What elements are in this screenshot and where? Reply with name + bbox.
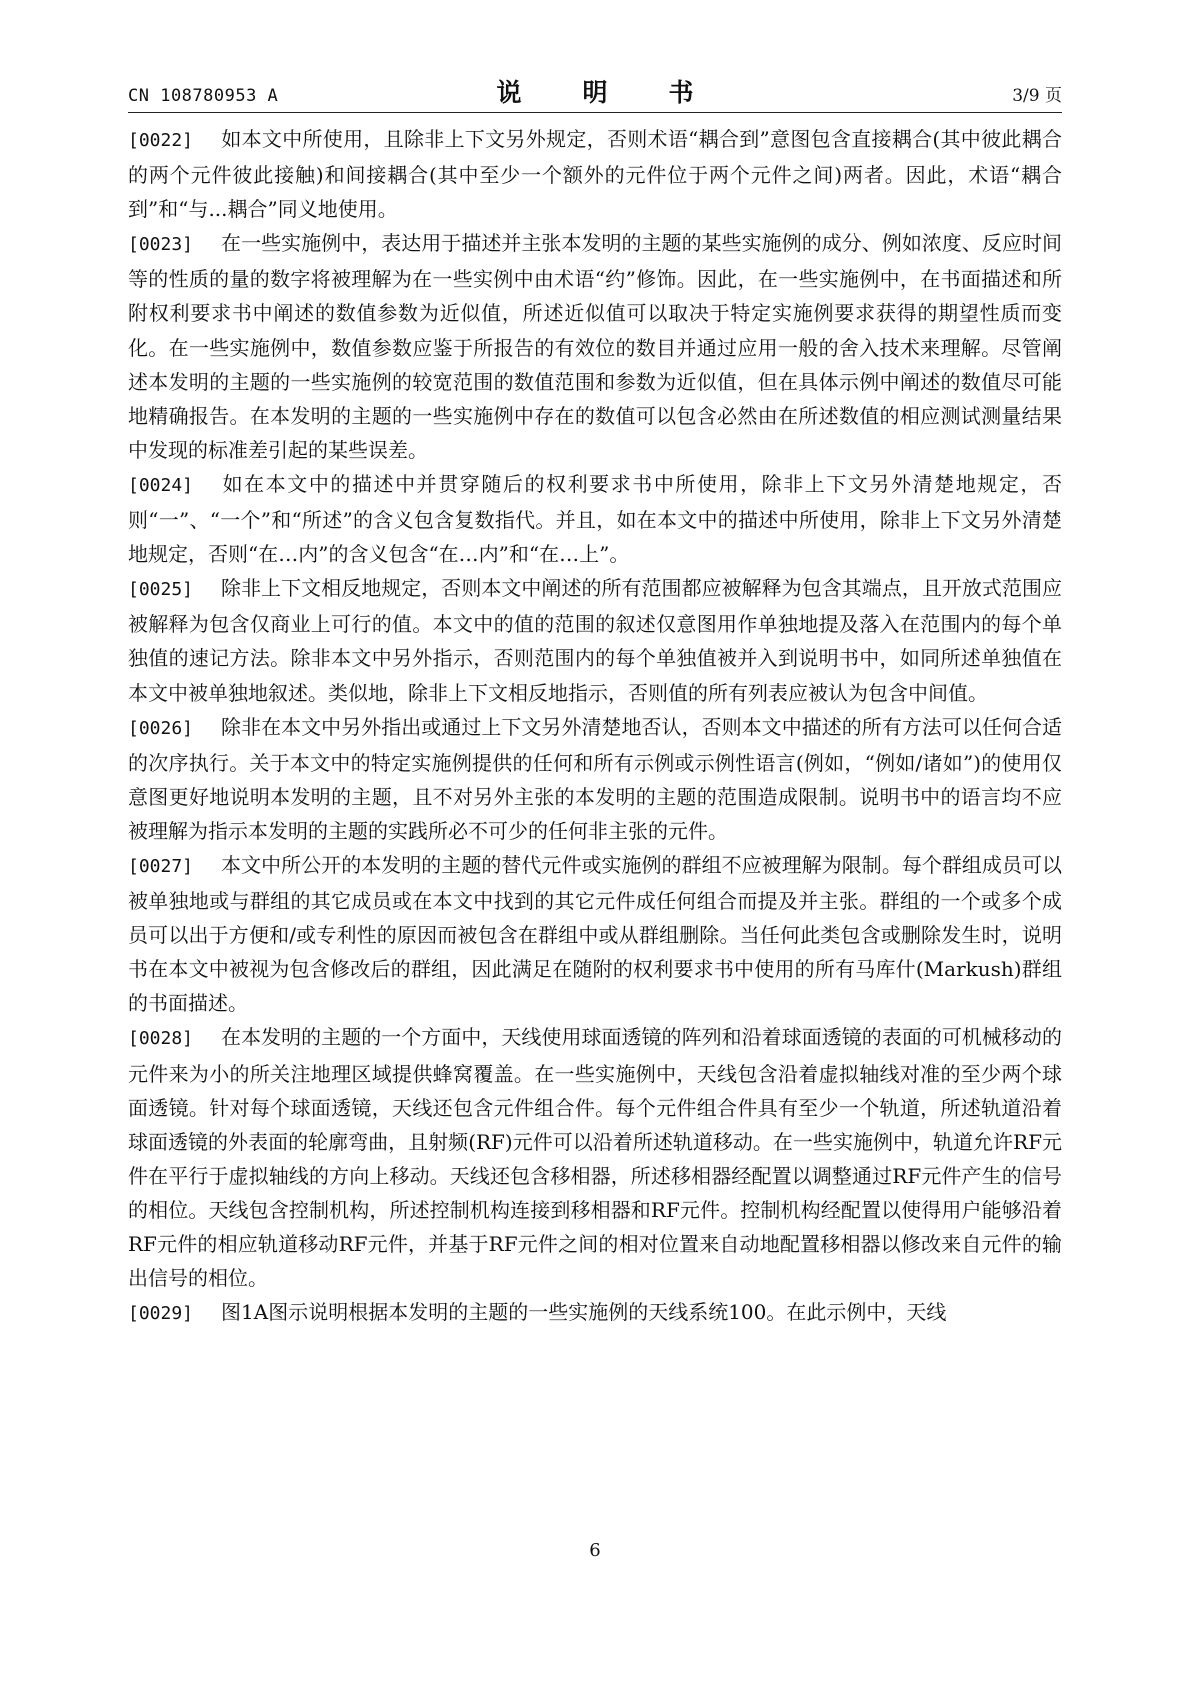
paragraph-0022 [128, 122, 1062, 226]
paragraph-number: [0027] [128, 855, 194, 877]
paragraph-0029 [128, 1295, 1062, 1331]
document-body [128, 122, 1062, 1331]
patent-number: CN 108780953 A [128, 86, 279, 106]
page-footer [0, 1540, 1190, 1561]
paragraph-text: 本文中所公开的本发明的主题的替代元件或实施例的群组不应被理解为限制。每个群组成员可以被单独地或与群组的其它成员或在本文中找到的其它元件成任何组合而提及并主张。群组的一个或多个成员可以出于方便和/或专利性的原因而被包含在群组中或从群组删除。当任何此类包含或删除发生时，说明书在本文中被视为包含修改后的群组，因此满足在随附的权利要求书中使用的所有马库什(Markush)群组的书面描述。 [128, 852, 1062, 1016]
paragraph-0025 [128, 571, 1062, 709]
paragraph-0024 [128, 467, 1062, 571]
paragraph-number: [0028] [128, 1028, 194, 1050]
page-header [128, 70, 1062, 113]
paragraph-text: 除非在本文中另外指出或通过上下文另外清楚地否认，否则本文中描述的所有方法可以任何合适的次序执行。关于本文中的特定实施例提供的任何和所有示例或示例性语言(例如，“例如/诸如”)的使用仅意图更好地说明本发明的主题，且不对另外主张的本发明的主题的范围造成限制。说明书中的语言均不应被理解为指示本发明的主题的实践所必不可少的任何非主张的元件。 [128, 714, 1062, 843]
paragraph-0026 [128, 710, 1062, 848]
paragraph-text: 除非上下文相反地规定，否则本文中阐述的所有范围都应被解释为包含其端点，且开放式范围应被解释为包含仅商业上可行的值。本文中的值的范围的叙述仅意图用作单独地提及落入在范围内的每个单独值的速记方法。除非本文中另外指示，否则范围内的每个单独值被并入到说明书中，如同所述单独值在本文中被单独地叙述。类似地，除非上下文相反地指示，否则值的所有列表应被认为包含中间值。 [128, 576, 1062, 705]
paragraph-0028 [128, 1020, 1062, 1295]
paragraph-number: [0025] [128, 579, 194, 601]
paragraph-number: [0024] [128, 474, 194, 496]
paragraph-number: [0026] [128, 717, 194, 739]
paragraph-0023 [128, 226, 1062, 467]
page-reference: 3/9 页 [1012, 86, 1062, 106]
paragraph-text: 在本发明的主题的一个方面中，天线使用球面透镜的阵列和沿着球面透镜的表面的可机械移动的元件来为小的所关注地理区域提供蜂窝覆盖。在一些实施例中，天线包含沿着虚拟轴线对准的至少两个球面透镜。针对每个球面透镜，天线还包含元件组合件。每个元件组合件具有至少一个轨道，所述轨道沿着球面透镜的外表面的轮廓弯曲，且射频(RF)元件可以沿着所述轨道移动。在一些实施例中，轨道允许RF元件在平行于虚拟轴线的方向上移动。天线还包含移相器，所述移相器经配置以调整通过RF元件产生的信号的相位。天线包含控制机构，所述控制机构连接到移相器和RF元件。控制机构经配置以使得用户能够沿着RF元件的相应轨道移动RF元件，并基于RF元件之间的相对位置来自动地配置移相器以修改来自元件的输出信号的相位。 [128, 1025, 1062, 1291]
paragraph-text: 如本文中所使用，且除非上下文另外规定，否则术语“耦合到”意图包含直接耦合(其中彼此耦合的两个元件彼此接触)和间接耦合(其中至少一个额外的元件位于两个元件之间)两者。因此，术语“耦合到”和“与...耦合”同义地使用。 [128, 127, 1062, 222]
paragraph-number: [0029] [128, 1303, 194, 1325]
document-title: 说 明 书 [496, 78, 712, 107]
page-number: 6 [589, 1540, 601, 1561]
paragraph-number: [0023] [128, 234, 194, 256]
paragraph-text: 图1A图示说明根据本发明的主题的一些实施例的天线系统100。在此示例中，天线 [221, 1300, 947, 1325]
paragraph-text: 在一些实施例中，表达用于描述并主张本发明的主题的某些实施例的成分、例如浓度、反应时间等的性质的量的数字将被理解为在一些实例中由术语“约”修饰。因此，在一些实施例中，在书面描述和所附权利要求书中阐述的数值参数为近似值，所述近似值可以取决于特定实施例要求获得的期望性质而变化。在一些实施例中，数值参数应鉴于所报告的有效位的数目并通过应用一般的舍入技术来理解。尽管阐述本发明的主题的一些实施例的较宽范围的数值范围和参数为近似值，但在具体示例中阐述的数值尽可能地精确报告。在本发明的主题的一些实施例中存在的数值可以包含必然由在所述数值的相应测试测量结果中发现的标准差引起的某些误差。 [128, 231, 1062, 462]
paragraph-number: [0022] [128, 130, 194, 151]
paragraph-0027 [128, 848, 1062, 1020]
paragraph-text: 如在本文中的描述中并贯穿随后的权利要求书中所使用，除非上下文另外清楚地规定，否则“一”、“一个”和“所述”的含义包含复数指代。并且，如在本文中的描述中所使用，除非上下文另外清楚地规定，否则“在…内”的含义包含“在…内”和“在…上”。 [128, 471, 1062, 567]
